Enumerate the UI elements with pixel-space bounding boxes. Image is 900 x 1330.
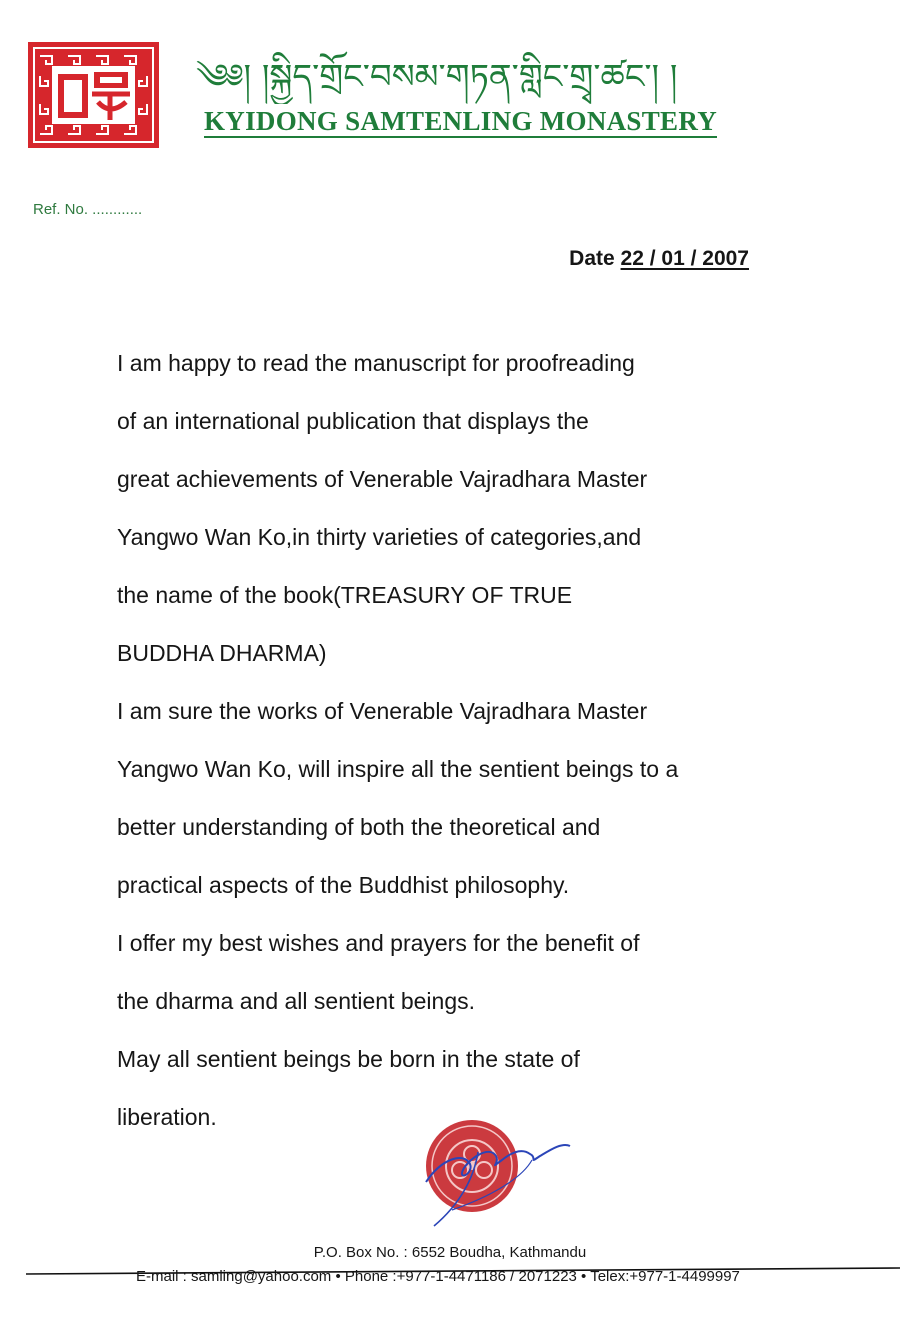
monastery-logo — [28, 42, 159, 148]
date-value: 22 / 01 / 2007 — [620, 247, 749, 270]
footer-address: P.O. Box No. : 6552 Boudha, Kathmandu — [313, 1244, 587, 1261]
body-line: I offer my best wishes and prayers for the benefit of — [117, 930, 640, 956]
body-line: liberation. — [117, 1104, 217, 1130]
date-label: Date — [569, 247, 615, 270]
body-line: Yangwo Wan Ko, will inspire all the sentient beings to a — [117, 756, 679, 782]
body-line: Yangwo Wan Ko,in thirty varieties of categories,and — [117, 524, 642, 550]
body-line: the name of the book(TREASURY OF TRUE — [117, 582, 573, 608]
letter-body — [117, 334, 797, 1146]
body-line: BUDDHA DHARMA) — [117, 640, 327, 666]
body-line: I am sure the works of Venerable Vajradhara Master — [117, 698, 648, 724]
logo-emblem-icon — [28, 42, 159, 148]
tibetan-calligraphy — [196, 46, 756, 104]
body-line: of an international publication that displays the — [117, 408, 589, 434]
body-line: I am happy to read the manuscript for proofreading — [117, 350, 635, 376]
body-line: better understanding of both the theoretical and — [117, 814, 601, 840]
footer-contact: E-mail : samling@yahoo.com • Phone :+977-1-4471186 / 2071223 • Telex:+977-1-4499997 — [136, 1268, 740, 1285]
body-line: great achievements of Venerable Vajradhara Master — [117, 466, 648, 492]
body-line: May all sentient beings be born in the state of — [117, 1046, 580, 1072]
body-line: practical aspects of the Buddhist philosophy. — [117, 872, 570, 898]
organization-name: KYIDONG SAMTENLING MONASTERY — [204, 106, 718, 136]
reference-number: Ref. No. ............ — [33, 201, 143, 218]
tibetan-name-text: ༄༅། །སྐྱིད་གྲོང་བསམ་གཏན་གླིང་གྲྭ་ཚང་། ། — [196, 57, 678, 97]
official-seal — [412, 1108, 582, 1238]
letter-date — [569, 247, 749, 271]
body-line: the dharma and all sentient beings. — [117, 988, 476, 1014]
